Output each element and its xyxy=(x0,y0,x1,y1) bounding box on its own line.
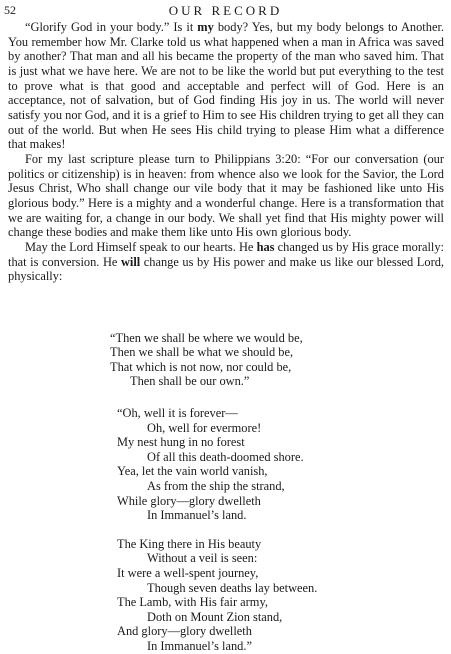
poem-line: In Immanuel’s land. xyxy=(147,508,247,523)
paragraph-text: “Glorify God in your body.” Is it xyxy=(25,20,198,34)
poem-line: And glory—glory dwelleth xyxy=(117,624,252,639)
poem-line: “Oh, well it is forever— xyxy=(117,406,238,420)
paragraph-text: May the Lord Himself speak to our hearts. He xyxy=(25,239,257,254)
paragraph-text: changed us by His grace morally: that is conversion. He xyxy=(8,239,444,269)
verse-line: Then shall be our own.” xyxy=(130,373,250,388)
running-title: OUR RECORD xyxy=(168,3,283,18)
emphasis-text: has xyxy=(256,239,275,254)
emphasis-text: my xyxy=(197,20,214,34)
paragraph-philippians xyxy=(8,152,444,240)
paragraph-text: For my last scripture please turn to Philippians 3:20: “For our conversation (our politics or citizenship) is in heaven: from whence also we look for the Savior, the Lord Jesus Christ, Who shall change our vile body that it may be fashioned like unto His glorious body.” Here is a mighty and a wonderful change. Here is a transformation that we are waiting for, a change in our body. We shall yet find that His mighty power will change these bodies and make them like unto His own glorious body. xyxy=(8,151,444,240)
poem-line: The King there in His beauty xyxy=(117,536,262,551)
poem-line: While glory—glory dwelleth xyxy=(117,493,261,508)
verse-line: “Then we shall be where we would be, xyxy=(110,331,303,345)
poem-line: The Lamb, with His fair army, xyxy=(117,595,268,610)
poem-line: My nest hung in no forest xyxy=(117,435,245,450)
poem-line: Of all this death-doomed shore. xyxy=(147,449,304,464)
poem-line: Doth on Mount Zion stand, xyxy=(147,609,283,624)
emphasis-text: will xyxy=(120,254,141,269)
poem-line: Though seven deaths lay between. xyxy=(147,580,318,595)
paragraph-text: body? Yes, but my body belongs to Another. You remember how Mr. Clarke told us what happened when a man in Africa was saved by another? That man and all his became the property of the man who saved him. That is just what we have here. We are not to be like the world but put everything to the test to prove what is that good and acceptable and perfect will of God. Here is an acceptance, not of salvation, but of God finding His joy in us. The world will never satisfy you nor God, and it is a grief to Him to see His children trying to get all they can out of the world. But when He sees His child trying to please Him what a difference that makes! xyxy=(8,20,444,152)
paragraph-glorify-god xyxy=(8,20,444,152)
page-number: 52 xyxy=(4,3,16,17)
poem-line: Yea, let the vain world vanish, xyxy=(117,464,268,479)
poem-line: As from the ship the strand, xyxy=(147,478,285,493)
body-text xyxy=(8,20,444,284)
poem-line: Oh, well for evermore! xyxy=(147,420,262,435)
paragraph-text: change us by His power and make us like our blessed Lord, physically: xyxy=(8,254,444,284)
poem-line: Without a veil is seen: xyxy=(147,551,258,566)
poem-line: It were a well-spent journey, xyxy=(117,565,259,580)
poem-line: In Immanuel’s land.” xyxy=(147,638,252,653)
stanza-break xyxy=(117,523,317,537)
paragraph-may-the-lord xyxy=(8,240,444,284)
poem-immanuels-land xyxy=(117,406,317,654)
verse-line: Then we shall be what we should be, xyxy=(110,345,294,360)
verse-line: That which is not now, nor could be, xyxy=(110,359,292,374)
verse-then-we-shall-be xyxy=(110,331,303,388)
page-header xyxy=(0,3,451,19)
